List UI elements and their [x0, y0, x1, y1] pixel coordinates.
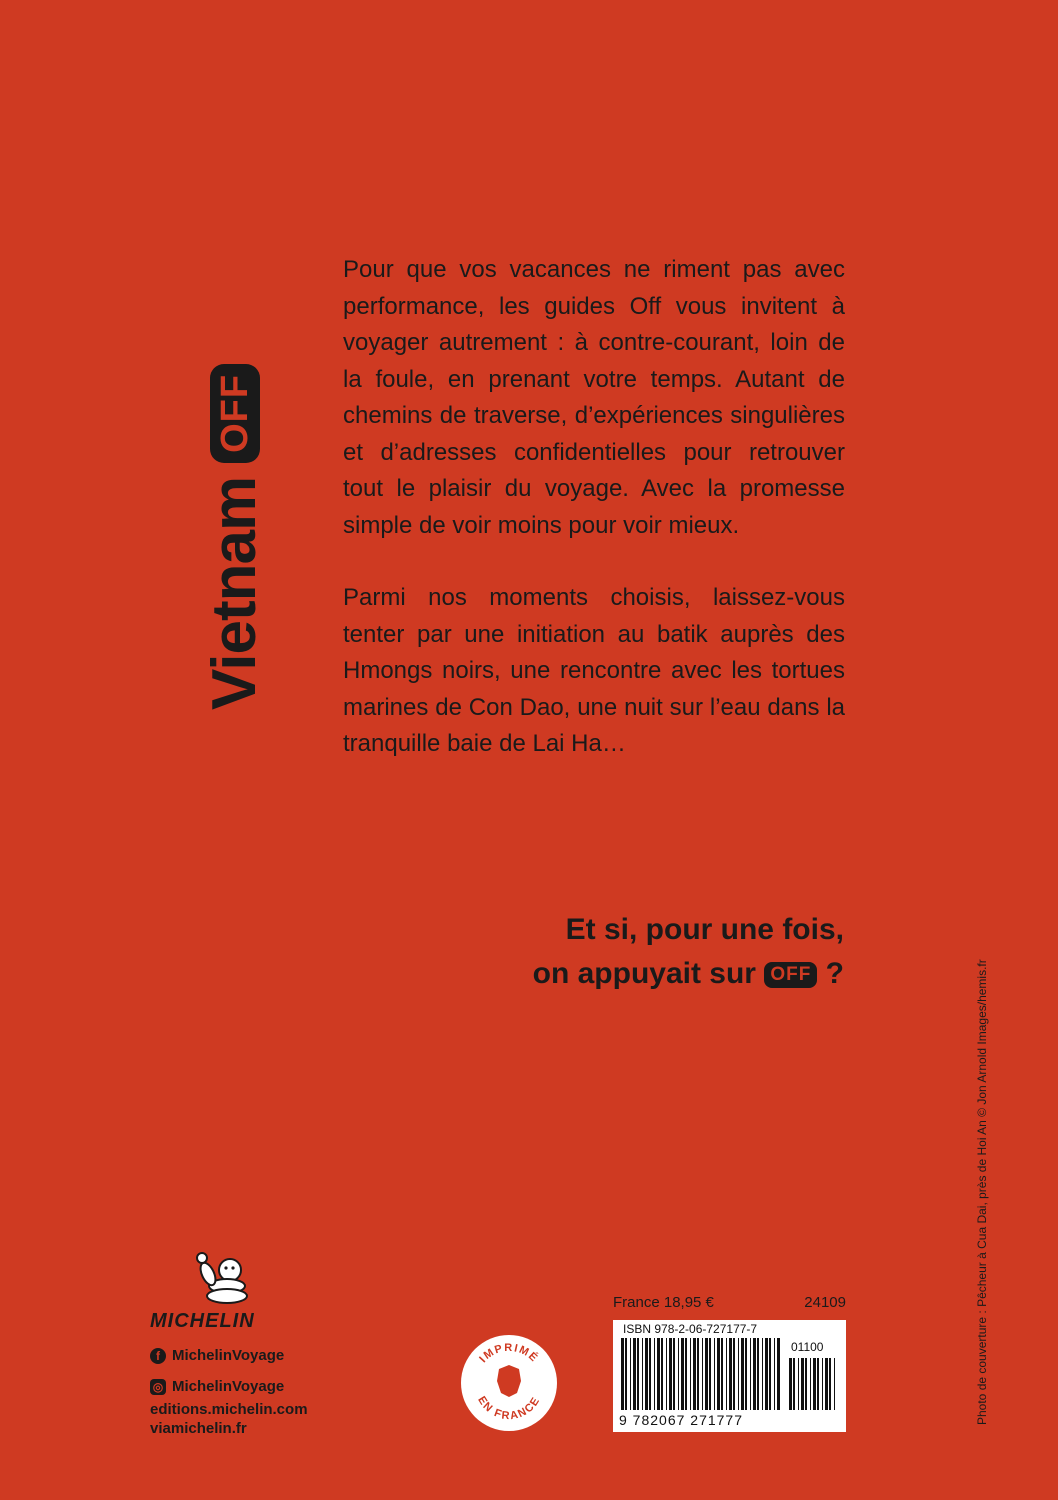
barcode-bars: [621, 1338, 781, 1410]
site-link-viamichelin[interactable]: viamichelin.fr: [150, 1420, 247, 1437]
stamp-top-text: IMPRIMÉ: [477, 1342, 541, 1366]
barcode-bar: [637, 1338, 639, 1410]
barcode-bar: [642, 1338, 643, 1410]
barcode-bar: [817, 1358, 819, 1410]
barcode-bar: [733, 1338, 735, 1410]
vertical-title: [200, 250, 269, 710]
barcode-bar: [654, 1338, 655, 1410]
barcode-bar: [762, 1338, 763, 1410]
barcode-bar: [741, 1338, 744, 1410]
barcode-bar: [678, 1338, 679, 1410]
barcode-bar: [810, 1358, 811, 1410]
tagline-off-badge: OFF: [764, 962, 817, 988]
barcode-bar: [709, 1338, 711, 1410]
barcode-bar: [813, 1358, 816, 1410]
barcode-bar: [666, 1338, 667, 1410]
barcode-bar: [714, 1338, 715, 1410]
site-link-editions[interactable]: editions.michelin.com: [150, 1401, 308, 1418]
facebook-handle[interactable]: f MichelinVoyage: [150, 1347, 330, 1364]
isbn-text: ISBN 978-2-06-727177-7: [623, 1322, 758, 1336]
tagline-prefix: on appuyait sur: [532, 957, 756, 990]
barcode-bar: [721, 1338, 723, 1410]
blurb-paragraph-2: Parmi nos moments choisis, laissez-vous tenter par une initiation au batik auprès des Hmongs noirs, une rencontre avec les tortues marines de Con Dao, une nuit sur l’eau dans la tranquille baie de Lai Ha…: [343, 584, 845, 757]
tagline-line-1: Et si, pour une fois,: [565, 913, 844, 946]
barcode-bar: [834, 1358, 835, 1410]
barcode-bar: [693, 1338, 696, 1410]
tagline-line-2: [533, 952, 844, 996]
barcode: [613, 1320, 846, 1432]
barcode-bar: [777, 1338, 780, 1410]
barcode-bar: [729, 1338, 732, 1410]
imprime-en-france-stamp: [459, 1333, 559, 1433]
michelin-block: [150, 1250, 330, 1437]
barcode-bar: [702, 1338, 703, 1410]
off-badge: OFF: [210, 364, 260, 463]
barcode-addon-number: 01100: [791, 1340, 824, 1354]
instagram-handle[interactable]: ◎ MichelinVoyage: [150, 1378, 330, 1395]
barcode-bar: [685, 1338, 687, 1410]
barcode-bar: [625, 1338, 627, 1410]
stamp-bottom-text: EN FRANCE: [475, 1394, 543, 1423]
barcode-addon-bars: [789, 1358, 839, 1410]
bibendum-icon: [172, 1250, 262, 1305]
price-label: France 18,95 €: [613, 1294, 714, 1311]
barcode-bar: [645, 1338, 648, 1410]
barcode-bar: [738, 1338, 739, 1410]
barcode-bar: [829, 1358, 831, 1410]
barcode-bar: [726, 1338, 727, 1410]
barcode-bar: [769, 1338, 771, 1410]
barcode-bar: [798, 1358, 799, 1410]
barcode-bar: [750, 1338, 751, 1410]
barcode-bar: [805, 1358, 807, 1410]
instagram-icon: ◎: [150, 1379, 166, 1395]
product-code: 24109: [804, 1294, 846, 1311]
barcode-bar: [757, 1338, 759, 1410]
barcode-bar: [633, 1338, 636, 1410]
barcode-bar: [745, 1338, 747, 1410]
facebook-icon: f: [150, 1348, 166, 1364]
photo-credit: Photo de couverture : Pêcheur à Cua Dai, près de Hoi An © Jon Arnold Images/hemis.fr: [975, 959, 989, 1425]
barcode-bar: [621, 1338, 624, 1410]
barcode-bar: [649, 1338, 651, 1410]
barcode-bar: [717, 1338, 720, 1410]
barcode-bar: [753, 1338, 756, 1410]
barcode-number: 9 782067 271777: [619, 1412, 743, 1428]
barcode-bar: [661, 1338, 663, 1410]
barcode-bar: [793, 1358, 795, 1410]
barcode-block: [613, 1294, 846, 1426]
barcode-bar: [789, 1358, 792, 1410]
barcode-bar: [697, 1338, 699, 1410]
barcode-bar: [657, 1338, 660, 1410]
barcode-bar: [705, 1338, 708, 1410]
barcode-bar: [825, 1358, 828, 1410]
barcode-bar: [765, 1338, 768, 1410]
tagline: [533, 908, 844, 996]
barcode-bar: [801, 1358, 804, 1410]
barcode-bar: [673, 1338, 675, 1410]
barcode-bar: [774, 1338, 775, 1410]
michelin-wordmark: MICHELIN: [150, 1310, 255, 1332]
barcode-bar: [681, 1338, 684, 1410]
barcode-bar: [822, 1358, 823, 1410]
blurb: [343, 252, 845, 763]
barcode-bar: [669, 1338, 672, 1410]
barcode-bar: [630, 1338, 631, 1410]
tagline-suffix: ?: [825, 957, 844, 990]
blurb-paragraph-1: Pour que vos vacances ne riment pas avec performance, les guides Off vous invitent à voyager autrement : à contre-courant, loin de la foule, en prenant votre temps. Autant de chemins de traverse, d’expériences singulières et d’adresses confidentielles pour retrouver tout le plaisir du voyage. Avec la promesse simple de voir moins pour voir mieux.: [343, 256, 845, 539]
stamp-graphic: [459, 1333, 559, 1433]
barcode-bar: [690, 1338, 691, 1410]
title-vietnam: Vietnam: [200, 476, 269, 710]
